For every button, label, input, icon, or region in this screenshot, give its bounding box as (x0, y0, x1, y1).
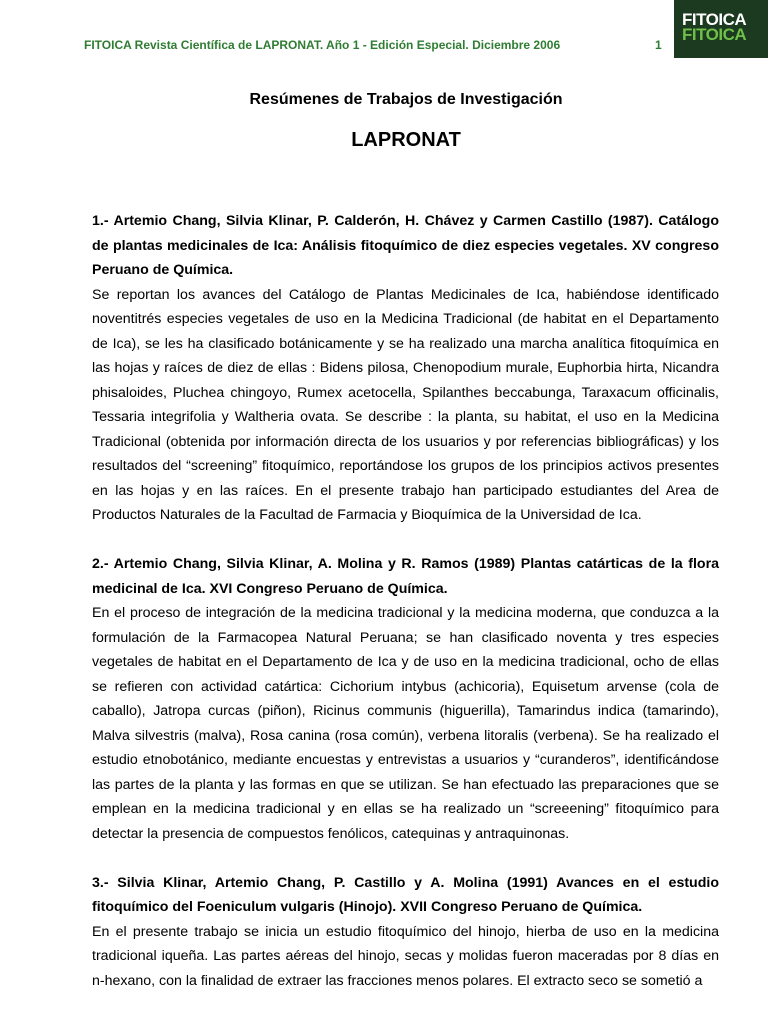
abstract-citation: 3.- Silvia Klinar, Artemio Chang, P. Castillo y A. Molina (1991) Avances en el estudio fitoquímico del Foeniculum vulgaris (Hinojo). XVII Congreso Peruano de Química. (92, 874, 719, 915)
section-subtitle: LAPRONAT (351, 129, 461, 151)
abstract-entry-3 (92, 871, 719, 994)
abstract-entry-2 (92, 552, 719, 846)
abstract-citation: 1.- Artemio Chang, Silvia Klinar, P. Calderón, H. Chávez y Carmen Castillo (1987). Catálogo de plantas medicinales de Ica: Análisis fitoquímico de diez especies vegetales. XV congreso Peruano de Química. (92, 213, 719, 278)
abstract-citation: 2.- Artemio Chang, Silvia Klinar, A. Molina y R. Ramos (1989) Plantas catárticas de la flora medicinal de Ica. XVI Congreso Peruano de Química. (92, 556, 719, 597)
abstract-body: En el proceso de integración de la medicina tradicional y la medicina moderna, que conduzca a la formulación de la Farmacopea Natural Peruana; se han clasificado noventa y tres especies vegetales de habitat en el Departamento de Ica y de uso en la medicina tradicional, ocho de ellas se refieren con actividad catártica: Cichorium intybus (achicoria), Equisetum arvense (cola de caballo), Jatropa curcas (piñon), Ricinus communis (higuerilla), Tamarindus indica (tamarindo), Malva silvestris (malva), Rosa canina (rosa común), verbena litoralis (verbena). Se ha realizado el estudio etnobotánico, mediante encuestas y entrevistas a usuarios y “curanderos”, identificándose las partes de la planta y las formas en que se utilizan. Se han efectuado las preparaciones que se emplean en la medicina tradicional y en ellas se ha realizado un “screeening” fitoquímico para detectar la presencia de compuestos fenólicos, catequinas y antraquinonas. (92, 605, 719, 842)
section-title: Resúmenes de Trabajos de Investigación (249, 91, 563, 108)
abstract-body: Se reportan los avances del Catálogo de Plantas Medicinales de Ica, habiéndose identificado noventitrés especies vegetales de uso en la Medicina Tradicional (de habitat en el Departamento de Ica), se les ha clasificado botánicamente y se ha realizado una marcha analítica fitoquímica en las hojas y raíces de diez de ellas : Bidens pilosa, Chenopodium murale, Euphorbia hirta, Nicandra phisaloides, Pluchea chingoyo, Rumex acetocella, Spilanthes beccabunga, Taraxacum officinalis, Tessaria integrifolia y Waltheria ovata. Se describe : la planta, su habitat, el uso en la Medicina Tradicional (obtenida por información directa de los usuarios y por referencias bibliográficas) y los resultados del “screening” fitoquímico, reportándose los grupos de los principios activos presentes en las hojas y en las raíces. En el presente trabajo han participado estudiantes del Area de Productos Naturales de la Facultad de Farmacia y Bioquímica de la Universidad de Ica. (92, 286, 719, 523)
logo-text-top: FITOICA (682, 10, 747, 29)
journal-header-line: FITOICA Revista Científica de LAPRONAT. Año 1 - Edición Especial. Diciembre 2006 (84, 38, 561, 52)
fitoica-logo (674, 0, 768, 58)
abstract-body: En el presente trabajo se inicia un estudio fitoquímico del hinojo, hierba de uso en la medicina tradicional iqueña. Las partes aéreas del hinojo, secas y molidas fueron maceradas por 8 días en n-hexano, con la finalidad de extraer las fracciones menos polares. El extracto seco se sometió a (92, 923, 719, 989)
logo-text-bottom: FITOICA (682, 25, 747, 44)
abstracts-list (92, 209, 719, 1018)
page-number: 1 (655, 38, 662, 52)
abstract-entry-1 (92, 209, 719, 528)
